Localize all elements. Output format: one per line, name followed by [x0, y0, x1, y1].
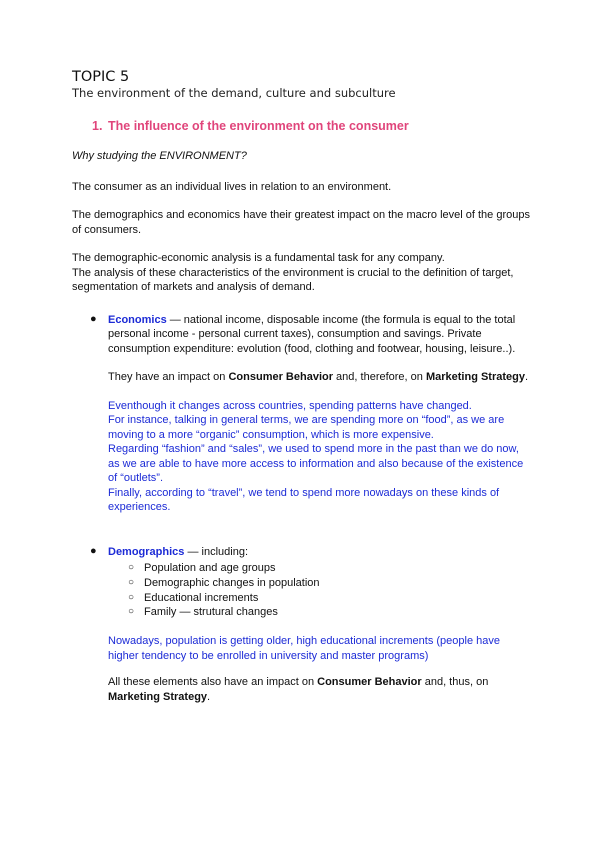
circle-bullet-icon: ○: [128, 576, 135, 588]
section-heading: [92, 119, 532, 133]
impact-text: .: [524, 371, 529, 383]
economics-note: For instance, talking in general terms, we are spending more on “food”, as we are moving to a more “organic” consumption, which is more expensive.: [108, 414, 505, 441]
list-item: [108, 561, 532, 576]
demographics-sublist: [108, 561, 532, 620]
document-title: TOPIC 5: [72, 69, 130, 85]
impact-text: All these elements also have an impact on: [108, 676, 318, 689]
impact-text: They have an impact on: [108, 371, 229, 383]
list-item-text: Demographic changes in population: [144, 576, 320, 589]
economics-note: Regarding “fashion” and “sales”, we used to spend more in the past than we do now, as we are able to have more access to information and also because of the existence of “outlets”.: [108, 443, 524, 484]
list-item: [108, 605, 532, 620]
list-item-text: Population and age groups: [144, 562, 276, 574]
impact-bold-marketing: Marketing Strategy: [108, 690, 208, 703]
demographics-bullet-item: [90, 544, 532, 621]
list-item: [108, 591, 532, 606]
economics-notes: [108, 399, 532, 515]
demographics-note: Nowadays, population is getting older, high educational increments (people have higher tendency to be enrolled in university and master programs): [108, 635, 500, 662]
list-item: [108, 576, 532, 591]
section-title: The influence of the environment on the consumer: [108, 119, 409, 133]
impact-bold-marketing: Marketing Strategy: [425, 371, 525, 383]
circle-bullet-icon: ○: [128, 606, 135, 618]
section-number: 1.: [92, 119, 103, 133]
economics-text: — national income, disposable income (the formula is equal to the total personal income - personal current taxes), consumption and savings. Private consumption expenditure: evolution (food, clothing and footwear, housing, leisure..).: [108, 313, 516, 355]
economics-bullet-item: [90, 312, 532, 357]
paragraph-1: The consumer as an individual lives in relation to an environment.: [72, 180, 392, 193]
demographics-impact: [108, 675, 532, 704]
demographics-term: Demographics: [108, 545, 185, 558]
economics-note: Eventhough it changes across countries, spending patterns have changed.: [108, 399, 472, 412]
paragraph-2: The demographics and economics have their greatest impact on the macro level of the groups of consumers.: [72, 209, 530, 236]
document-subtitle: The environment of the demand, culture and subculture: [72, 86, 396, 100]
document-page: [72, 68, 532, 704]
economics-term: Economics: [108, 313, 167, 326]
paragraph-3b: The analysis of these characteristics of the environment is crucial to the definition of target, segmentation of markets and analysis of demand.: [72, 266, 514, 293]
circle-bullet-icon: ○: [128, 562, 135, 573]
question-line: Why studying the ENVIRONMENT?: [72, 150, 247, 162]
bullet-dot-icon: ●: [90, 312, 97, 325]
impact-bold-consumer: Consumer Behavior: [228, 371, 333, 383]
economics-impact: [108, 370, 532, 385]
impact-text: and, thus, on: [421, 676, 489, 689]
list-item-text: Educational increments: [144, 591, 259, 604]
impact-text: and, therefore, on: [333, 371, 426, 383]
list-item-text: Family — strutural changes: [144, 606, 278, 619]
impact-bold-consumer: Consumer Behavior: [317, 676, 422, 689]
economics-note: Finally, according to “travel”, we tend to spend more nowadays on these kinds of experiences.: [108, 486, 500, 513]
impact-text: .: [207, 690, 211, 703]
circle-bullet-icon: ○: [128, 591, 135, 603]
bullet-dot-icon: ●: [90, 544, 97, 557]
paragraph-3a: The demographic-economic analysis is a fundamental task for any company.: [72, 252, 445, 264]
demographics-text: — including:: [184, 545, 249, 558]
